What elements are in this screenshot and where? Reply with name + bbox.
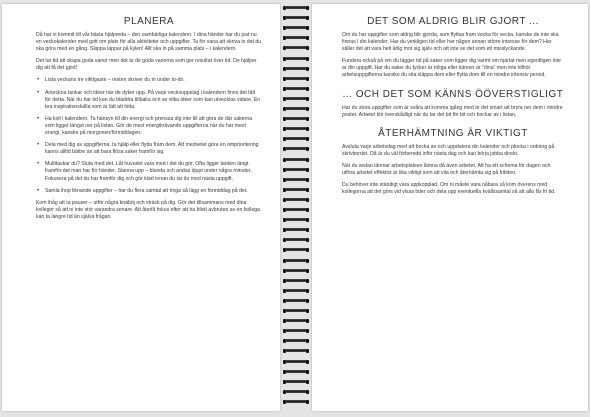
spiral-ring (283, 77, 309, 81)
spiral-ring (283, 6, 309, 10)
spiral-ring (283, 329, 309, 333)
spiral-ring (283, 67, 309, 71)
paragraph-never-done-1: Om du har uppgifter som aldrig blir gjorda, som flyttas fram vecka för vecka, kanske de inte ska finnas i din kalender. Har du verkligen tid eller har någon annan större intresse för dem? Har säller det att vara helt ärlig mot sig själv och att inte se det som ett misslyckande. (342, 32, 559, 53)
spiral-ring (283, 137, 309, 141)
list-item (36, 188, 262, 195)
right-page-content (342, 16, 564, 403)
list-item (36, 161, 262, 182)
spiral-ring (283, 208, 309, 212)
spiral-ring (283, 147, 309, 151)
list-item (36, 116, 262, 137)
spiral-ring (283, 309, 309, 313)
list-item (36, 90, 262, 111)
spiral-ring (283, 299, 309, 303)
section-title-recovery: ÅTERHÄMTNING ÄR VIKTIGT (378, 127, 528, 139)
bullet-icon: • (37, 115, 40, 122)
paragraph-recovery-2: När du sedan lämnar arbetsplatsen lämna då även arbetet. Att ha ett schema för dagen och utföra arbetet effektivt är lika viktigt som att vila och återhämta sig på fritiden. (342, 162, 551, 177)
spiral-ring (283, 127, 309, 131)
list-item-text: Multitaskar du? Sluta med det. Låt huvudet vara med i det du gör. Ofta ligger tanken längt framför det man har för händer. Stanna upp – blunda och andas djupt under några minuter. Fokusera på det du har framför dig och gör klart innan du tar itu med nästa uppgift. (45, 161, 252, 182)
spiral-ring (283, 248, 309, 252)
bullet-icon: • (37, 77, 40, 84)
list-item-text: Dela med dig av uppgifterna, ta hjälp eller flytta fram dem. Att medvetet göra en omprioritering kanns alltid bättre än att bara flösa saker framför sig. (45, 142, 259, 156)
spiral-ring (283, 269, 309, 273)
bullet-icon: • (37, 89, 40, 96)
spiral-ring (283, 259, 309, 263)
list-item-text: Anteckna tankar och idéer när de dyker upp. På varje veckouppslag i kalendern finns det fält för detta. När du har tid kan du bläddra tillbaka och se vilka idéer som kan utvecklas vidare. En bra inspirationskälla som är lätt att hitta. (45, 89, 261, 110)
spiral-ring (283, 279, 309, 283)
spiral-ring (283, 158, 309, 162)
spiral-ring (283, 289, 309, 293)
spiral-ring (283, 360, 309, 364)
list-item-text: Lista veckans tre viktigaste – resten skriver du in under to-do. (45, 77, 185, 84)
spiral-ring (283, 390, 309, 394)
spiral-ring (283, 370, 309, 374)
spiral-ring (283, 319, 309, 323)
tips-list (36, 77, 262, 194)
section-title-insurmountable: ... OCH DET SOM KÄNNS ÖÖVERSTIGLIGT (342, 88, 564, 100)
paragraph-never-done-2: Fundera också på om du lägger tid på saker som ligger dig varmt om hjärtat men egentligen inte är din uppgift. Har du saker du tycker är roliga eller känner är "dina" men inte tillhör arbetsuppgifterna kanske du ska släppa dem eller flytta dom till en mindre intensiv period. (342, 58, 561, 79)
spiral-ring (283, 238, 309, 242)
list-item-text: Samla ihop liknande uppgifter – har du flera samtal att ringa så lägg en förmiddag på det. (45, 187, 248, 194)
spiral-ring (283, 46, 309, 50)
spiral-ring (283, 97, 309, 101)
intro-paragraph-2: Det tar tid att skapa goda vanor men det är de goda vanorna som ger resultat över tid. De hjälper dig att få det gjort! (36, 58, 257, 72)
outro-paragraph: Kom ihåg att ta pauser – utför några knäböj och sträck på dig. Gör det tillsammans med dina kollegor så att ni inte stör varandra senare. Att återfå fokus efter att ha blivit avbruten av en kollega kan ta längre tid än själva frågan. (36, 199, 261, 220)
spiral-ring (283, 36, 309, 40)
right-page (312, 4, 588, 411)
spiral-ring (283, 107, 309, 111)
spiral-ring (283, 26, 309, 30)
spiral-ring (283, 228, 309, 232)
spiral-ring (283, 400, 309, 404)
paragraph-recovery-3: Du behöver inte ständigt vara uppkopplad. Om ni måste vara nåbara så kom överens med kollegorna att det görs vid vissa tider och dela upp eventuella kvällssamtal så att alla får fri tid. (342, 182, 556, 196)
list-item-text: Ha koll i kalendern. Ta hänsyn till din energi och prenssa dig inte till att göra de där sakerna som ligger längst ner på listan. Gör de mest energikrävande uppgifterna när du har mest energi, kanske på morgonen/förmiddagen. (45, 115, 253, 137)
page-title-planera: PLANERA (123, 16, 175, 27)
left-page-content (36, 16, 262, 403)
intro-paragraph-1: Då har vi kommit till vår bästa hjälpreda – den oumbärliga kalendern. I dina händer har du just nu en veckokalender med gott om plats för alla aktiviteter och uppgifter. Ta för vana att skriva in det du ska göra med en gång. Skippa lappar på kylen! Allt ska in på samma plats – i kalendern. (36, 32, 262, 53)
bullet-icon: • (37, 187, 40, 194)
spiral-ring (283, 218, 309, 222)
spiral-ring (283, 178, 309, 182)
spiral-ring (283, 117, 309, 121)
left-page (2, 4, 280, 411)
bullet-icon: • (37, 142, 40, 149)
spiral-ring (283, 339, 309, 343)
bullet-icon: • (37, 161, 40, 168)
spiral-ring (283, 349, 309, 353)
spiral-ring (283, 380, 309, 384)
paragraph-recovery-1: Avsluta varje arbetsdag med att bocka av och uppdatera din kalender och plocka i ordning på skrivbordet. Då är du väl förberedd inför nästa dag och kan börja jobba direkt. (342, 143, 555, 157)
paragraph-insurmountable: Har du stora uppgifter som är svåra att komma igång med är det smart att bryta ner dem i mindre poster. Arbetet blir överskådligt när du tar det bit för bit och bockar av i listan. (342, 104, 563, 118)
list-item (36, 77, 262, 84)
section-title-never-done: DET SOM ALDRIG BLIR GJORT ... (367, 16, 539, 27)
spiral-ring (283, 198, 309, 202)
spiral-binding (283, 6, 309, 411)
spiral-ring (283, 188, 309, 192)
spiral-ring (283, 57, 309, 61)
spiral-ring (283, 168, 309, 172)
list-item (36, 142, 262, 156)
spiral-ring (283, 16, 309, 20)
spiral-ring (283, 87, 309, 91)
